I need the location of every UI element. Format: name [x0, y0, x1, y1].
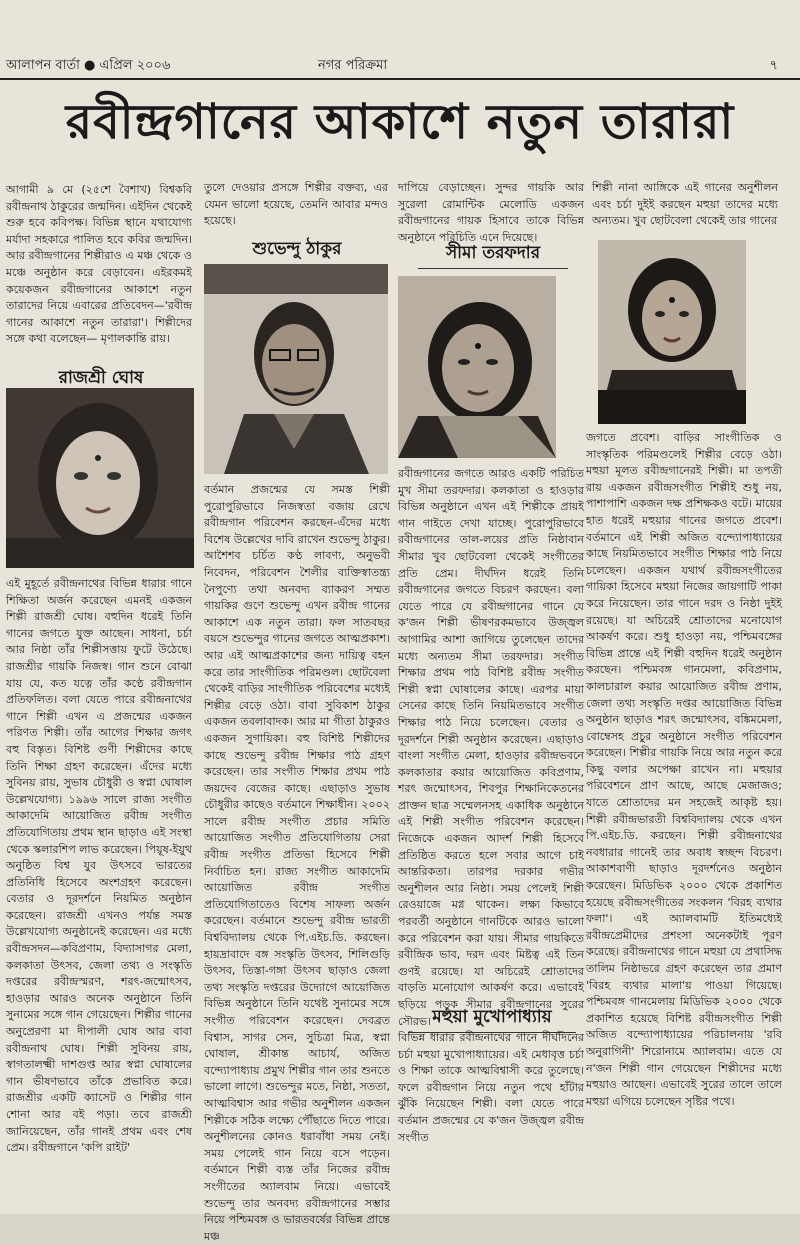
headline: রবীন্দ্রগানের আকাশে নতুন তারারা	[65, 94, 735, 150]
photo-shuvendu	[204, 264, 388, 474]
photo-mahua	[598, 240, 746, 424]
article-rajashree-continued: তুলে দেওয়ার প্রসঙ্গে শিল্পীর বক্তব্য, এর যেমন ভালো হয়েছে, তেমনি আবার মন্দও হয়েছে।	[204, 181, 388, 228]
name-seema: সীমা তরফদার	[418, 240, 568, 269]
name-rajashree: রাজশ্রী ঘোষ	[26, 365, 176, 394]
article-seema: রবীন্দ্রগানের জগতে আরও একটি পরিচিত মুখ সীমা তরফদার। কলকাতা ও হাওড়ার বিভিন্ন অনুষ্ঠানে এখন এই শিল্পীকে প্রায়ই গান গাইতে দেখা যাচ্ছে। পুরোপুরিভাবে রবীন্দ্রগানের তাল-লয়ের প্রতি নিষ্ঠাবান সীমার খুব ছোটবেলা থেকেই সংগীতের প্রতি প্রেম। দীর্ঘদিন ধরেই তিনি রবীন্দ্রগানের জগতে বিচরণ করছেন। বলা যেতে পারে যে রবীন্দ্রগানের গানে যে ক'জন শিল্পী ভীষণরকমভাবে উজ্জ্বল আগামির আশা জাগিয়ে তুলেছেন তাদের মধ্যে অন্যতম সীমা তরফদার। সংগীত শিক্ষার প্রথম পাঠ বিশিষ্ট রবীন্দ্র সংগীত শিল্পী স্বপ্না ঘোষালের কাছে। এরপর মায়া সেনের কাছে তিনি নিয়মিতভাবে সংগীত শিক্ষার পাঠ নিয়ে চলেছেন। বেতার ও দূরদর্শনে শিল্পী অনুষ্ঠান করেছেন। এছাড়াও বাংলা সংগীত মেলা, হাওড়ার রবীন্দ্রভবনে কলকাতার কয়ার আয়োজিত কবিপ্রণাম, শরৎ জন্মোৎসব, শিবপুর শিক্ষানিকেতনের প্রাক্তন ছাত্র সম্মেলনসহ একাধিক অনুষ্ঠানে এই শিল্পী সংগীত পরিবেশন করেছেন। নিজেকে একজন আদর্শ শিল্পী হিসেবে প্রতিষ্ঠিত করতে হলে সবার আগে চাই আন্তরিকতা। তারপর দরকার গভীর অনুশীলন আর নিষ্ঠা। সময় পেলেই শিল্পী রেওয়াজে মগ্ন থাকেন। লক্ষ্য কিভাবে পরবর্তী অনুষ্ঠানে গানটিকে আরও ভালো করে পরিবেশন করা যায়। সীমার গায়কিতে রবীন্দ্রিক ভাব, দরদ এবং মিষ্টত্ব এই তিন গুণই রয়েছে। যা অচিরেই শ্রোতাদের বাড়তি মনোযোগ আকর্ষণ করে। এভাবেই ছড়িয়ে পড়ুক সীমার রবীন্দ্রগানের সুরের সৌরভ।	[398, 467, 584, 1028]
page-header	[0, 48, 800, 80]
section-title: নগর পরিক্রমা	[318, 58, 388, 73]
article-shuvendu: বর্তমান প্রজন্মের যে সমস্ত শিল্পী পুরোপুরিভাবে নিজস্বতা বজায় রেখে রবীন্দ্রগান পরিবেশন করছেন-এঁদের মধ্যে বিশেষ উল্লেখের দাবি রাখেন শুভেন্দু ঠাকুর। আশৈশব চর্চিত কণ্ঠ লাবণ্য, অনুভবী নিবেদন, পরিবেশন শৈলীর ব্যক্তিস্বাতন্ত্র্য নৈপুণ্যে তথা অনবদ্য ব্যাকরণ সম্মত গায়কির গুণে শুভেন্দু এখন রবীন্দ্র গানের আকাশে এক নতুন তারা। ফল সাতবছর বয়সে শুভেন্দুর গানের জগতে আত্মপ্রকাশ। আর এই আত্মপ্রকাশের জন্য দায়িত্ব বহন করে তার সাংগীতিক পরিমণ্ডল। ছোটবেলা থেকেই বাড়ির সাংগীতিক পরিবেশের মধ্যেই শিল্পীর বেড়ে ওঠা। বাবা সুবিকাশ ঠাকুর একজন তবলাবাদক। আর মা গীতা ঠাকুরও একজন সুগায়িকা। বহু বিশিষ্ট শিল্পীদের কাছে শুভেন্দু রবীন্দ্র শিক্ষার পাঠ গ্রহণ করেছেন। তার সংগীত শিক্ষার প্রথম পাঠ জয়দেব বেজের কাছে। এছাড়াও সুভাষ চৌধুরীর কাছেও বর্তমানে শিক্ষাধীন। ২০০২ সালে রবীন্দ্র সংগীত প্রচার সমিতি আয়োজিত সংগীত প্রতিযোগিতায় সেরা রবীন্দ্র সংগীত প্রতিভা হিসেবে শিল্পী নির্বাচিত হন। রাজ্য সংগীত আকাদেমি আয়োজিত রবীন্দ্র সংগীত প্রতিযোগিতাতেও বিশেষ সাফল্য অর্জন করেছেন। বর্তমানে শুভেন্দু রবীন্দ্র ভারতী বিশ্ববিদ্যালয় থেকে পি.এইচ.ডি. করছেন। হায়দ্রাবাদে বঙ্গ সংস্কৃতি উৎসব, শিলিগুড়ি উৎসব, তিস্তা-গঙ্গা উৎসব ছাড়াও জেলা তথ্য সংস্কৃতি দপ্তরের উদ্যোগে আয়োজিত বিভিন্ন অনুষ্ঠানে তিনি যথেষ্ট সুনামের সঙ্গে সংগীত পরিবেশন করেছেন। দেবব্রত বিশ্বাস, সাগর সেন, সুচিত্রা মিত্র, স্বপ্না ঘোষাল, শ্রীকান্ত আচার্য, অজিত বন্দ্যোপাধ্যায় প্রমুখ শিল্পীর গান তার শুনতে ভালো লাগে। শুভেন্দুর মতে, নিষ্ঠা, সততা, আত্মবিশ্বাস আর গভীর অনুশীলন একজন শিল্পীকে সঠিক লক্ষ্যে পৌঁছাতে দিতে পারে। অনুশীলনের কোনও ধরাবাঁধা সময় নেই। সময় পেলেই গান নিয়ে বসে পড়েন। বর্তমানে শিল্পী ব্যস্ত তাঁর নিজের রবীন্দ্র সংগীতের অ্যালবাম নিয়ে। এভাবেই শুভেন্দু তার অনবদ্য রবীন্দ্রগানের সম্ভার নিয়ে পশ্চিমবঙ্গ ও ভারতবর্ষের বিভিন্ন প্রান্তে মঞ্চ	[204, 483, 390, 1243]
name-mahua: মহুয়া মুখোপাধ্যায়	[408, 1004, 576, 1033]
article-mahua-body: জগতে প্রবেশ। বাড়ির সাংগীতিক ও সাংস্কৃতিক পরিমণ্ডলেই শিল্পীর বেড়ে ওঠা। মহুয়া মূলত রবীন্দ্রগানেরই শিল্পী। মা তপতী রায় একজন রবীন্দ্রসংগীত শিল্পীই শুধু নয়, পাশাপাশি একজন দক্ষ প্রশিক্ষকও বটে। মায়ের হাত ধরেই মহুয়ার গানের জগতে প্রবেশ। বর্তমানে এই শিল্পী অজিত বন্দ্যোপাধ্যায়ের কাছে নিয়মিতভাবে সংগীত শিক্ষার পাঠ নিয়ে চলেছেন। একজন যথার্থ রবীন্দ্রসংগীতের গায়িকা হিসেবে মহুয়া নিজের জায়গাটি পাকা করে নিয়েছেন। তার গানে দরদ ও নিষ্ঠা দুইই রয়েছে। যা অচিরেই শ্রোতাদের মনোযোগ আকর্ষণ করে। শুধু হাওড়া নয়, পশ্চিমবঙ্গের বিভিন্ন প্রান্তে এই শিল্পী বহুদিন ধরেই অনুষ্ঠান করছেন। পশ্চিমবঙ্গ গানমেলা, কবিপ্রণাম, কালচারাল কয়ার আয়োজিত রবীন্দ্র প্রণাম, জেলা তথ্য সংস্কৃতি দপ্তর আয়োজিত বিভিন্ন অনুষ্ঠান ছাড়াও শরৎ জন্মোৎসব, বঙ্কিমমেলা, বোম্বেসহ প্রচুর অনুষ্ঠানে সংগীত পরিবেশন করেছেন। শিল্পীর গায়কি নিয়ে আর নতুন করে কিছু বলার অপেক্ষা রাখেন না। মহুয়ার পরিবেশনে প্রাণ আছে, আছে মেজাজও; যাতে শ্রোতাদের মন সহজেই আকৃষ্ট হয়। শিল্পী রবীন্দ্রভারতী বিশ্ববিদ্যালয় থেকে এখন পি.এইচ.ডি. করছেন। শিল্পী রবীন্দ্রনাথের নবধারার গানেই তার অবাধ স্বচ্ছন্দ বিচরণ। আকাশবাণী ছাড়াও দূরদর্শনেও অনুষ্ঠান করেছেন। মিডিভিক ২০০০ থেকে প্রকাশিত হয়েছে রবীন্দ্রসংগীতের সংকলন 'বিরহ ব্যথার ফলা'। এই অ্যালবামটি ইতিমধ্যেই রবীন্দ্রপ্রেমীদের প্রশংসা অনেকটাই পূরণ করেছে। রবীন্দ্রনাথের গানে মহুয়া যে প্রথাসিদ্ধ তালিম নিষ্ঠাভরে গ্রহণ করেছেন তার প্রমাণ 'বিরহ ব্যথার মালা'য় পাওয়া গিয়েছে। পশ্চিমবঙ্গ গানমেলায় মিডিভিক ২০০০ থেকে প্রকাশিত হয়েছে বিশিষ্ট রবীন্দ্রসংগীত শিল্পী অজিত বন্দ্যোপাধ্যায়ের পরিচালনায় 'রবি অনুরাগিনী' শিরোনামে অ্যালবাম। এতে যে ন'জন শিল্পী গান গেয়েছেন শিল্পীদের মধ্যে মহুয়াও আছেন। এভাবেই সুরের তালে তালে মহুয়া এগিয়ে চলেছেন সৃষ্টির পথে।	[586, 431, 782, 1108]
page-number: ৭	[769, 58, 778, 73]
article-mahua: বিভিন্ন ধারার রবীন্দ্রনাথের গানে দীর্ঘদিনের চর্চা মহুয়া মুখোপাধ্যায়ের। এই মেধাবৃত্ত চর্চা ও শিক্ষা তাকে আত্মবিশ্বাসী করে তুলেছে। ফলে রবীন্দ্রগান নিয়ে নতুন পথে হাঁটার ঝুঁকি নিয়েছেন শিল্পী। বলা যেতে পারে বর্তমান প্রজন্মের যে ক'জন উজ্জ্বল রবীন্দ্র সংগীত	[398, 1031, 584, 1144]
name-shuvendu: শুভেন্দু ঠাকুর	[222, 236, 372, 265]
article-rajashree: এই মুহূর্তে রবীন্দ্রনাথের বিভিন্ন ধারার গানে শিক্ষিতা অর্জন করেছেন এমনই একজন শিল্পী রাজশ্রী ঘোষ। বহুদিন ধরেই তিনি গানের জগতে যুক্ত আছেন। সাধনা, চর্চা আর নিষ্ঠা তাঁর শিল্পীসত্তায় ফুটে উঠেছে। রাজশ্রীর গায়কি নিজস্ব। গান শুনে বোঝা যায় যে, কত যত্নে তাঁর কণ্ঠে রবীন্দ্রগান প্রতিফলিত। বলা যেতে পারে রবীন্দ্রনাথের গানে শিল্পী এখন এ প্রজন্মের একজন পরিণত শিল্পী। তাঁর আগের শিক্ষার জগৎ বহু বিস্তৃত। বিশিষ্ট গুণী শিল্পীদের কাছে তিনি শিক্ষা গ্রহণ করেছেন। এঁদের মধ্যে সুবিনয় রায়, সুভাষ চৌধুরী ও স্বপ্না ঘোষাল উল্লেখযোগ্য। ১৯৯৬ সালে রাজ্য সংগীত আকাদেমি আয়োজিত রবীন্দ্র সংগীত প্রতিযোগিতায় প্রথম স্থান ছাড়াও এই সংস্থা থেকে স্কলারশিপ লাভ করেছেন। পিয়ূষ-ইয়ুথ অনুষ্ঠিত বিশ্ব যুব উৎসবে ভারতের প্রতিনিধি হিসেবে অংশগ্রহণ করেছেন। বেতার ও দূরদর্শনে নিয়মিত অনুষ্ঠান করেছেন। রাজশ্রী এখনও পর্যন্ত সমস্ত উল্লেখযোগ্য অনুষ্ঠানেই করেছেন। এর মধ্যে রবীন্দ্রসদন—কবিপ্রণাম, বিদ্যাসাগর মেলা, কলকাতা উৎসব, জেলা তথ্য ও সংস্কৃতি দপ্তরের রবীন্দ্রস্মরণ, শরৎ-জন্মোৎসব, হাওড়ার আরও অনেক অনুষ্ঠানে তিনি সুনামের সঙ্গে গান গেয়েছেন। শিল্পীর গানের অনুপ্রেরণা মা দীপালী ঘোষ আর বাবা রবীন্দ্রনাথ ঘোষ। শিল্পী সুবিনয় রায়, স্বাগতালক্ষ্মী দাশগুপ্ত আর স্বপ্না ঘোষালের গান ভীষণভাবে তাঁকে প্রভাবিত করে। রাজশ্রীর একটি ক্যাসেট ও শিল্পীর গান শোনা আর বই পড়া। তবে রাজশ্রী জানিয়েছেন, তাঁর গানই প্রথম এবং শেষ প্রেম। রবীন্দ্রগানে 'কপি রাইট'	[6, 577, 192, 1155]
photo-rajashree	[6, 388, 194, 568]
publication-date: আলাপন বার্তা ● এপ্রিল ২০০৬	[6, 58, 171, 73]
photo-seema	[398, 276, 556, 458]
article-shuvendu-continued: দাপিয়ে বেড়াচ্ছেন। সুন্দর গায়কি আর সুরেলা রোমান্টিক মেলোডি একজন রবীন্দ্রগানের গায়ক হিসাবে তাকে বিভিন্ন অনুষ্ঠানে পরিচিতি এনে দিয়েছে।	[398, 181, 584, 244]
intro-text: আগামী ৯ মে (২৫শে বৈশাখ) বিশ্বকবি রবীন্দ্রনাথ ঠাকুরের জন্মদিন। এইদিন থেকেই শুরু হবে কবিপক্ষ। বিভিন্ন স্থানে যথাযোগ্য মর্যাদা সহকারে পালিত হবে কবির জন্মদিন। আর রবীন্দ্রগানের শিল্পীরাও এ মঞ্চ থেকে ও মঞ্চে অনুষ্ঠান করে বেড়াবেন। এইরকমই কয়েকজন রবীন্দ্রগানের আকাশে নতুন তারাদের নিয়ে এবারের প্রতিবেদন—'রবীন্দ্র গানের আকাশে নতুন তারারা'। শিল্পীদের সঙ্গে কথা বলেছেন— মৃণালকান্তি রায়।	[6, 183, 192, 346]
article-mahua-continued: শিল্পী নানা আঙ্গিকে এই গানের অনুশীলন এবং চর্চা দুইই করছেন মহুয়া তাদের মধ্যে অন্যতম। খুব ছোটবেলা থেকেই তার গানের	[592, 181, 778, 228]
